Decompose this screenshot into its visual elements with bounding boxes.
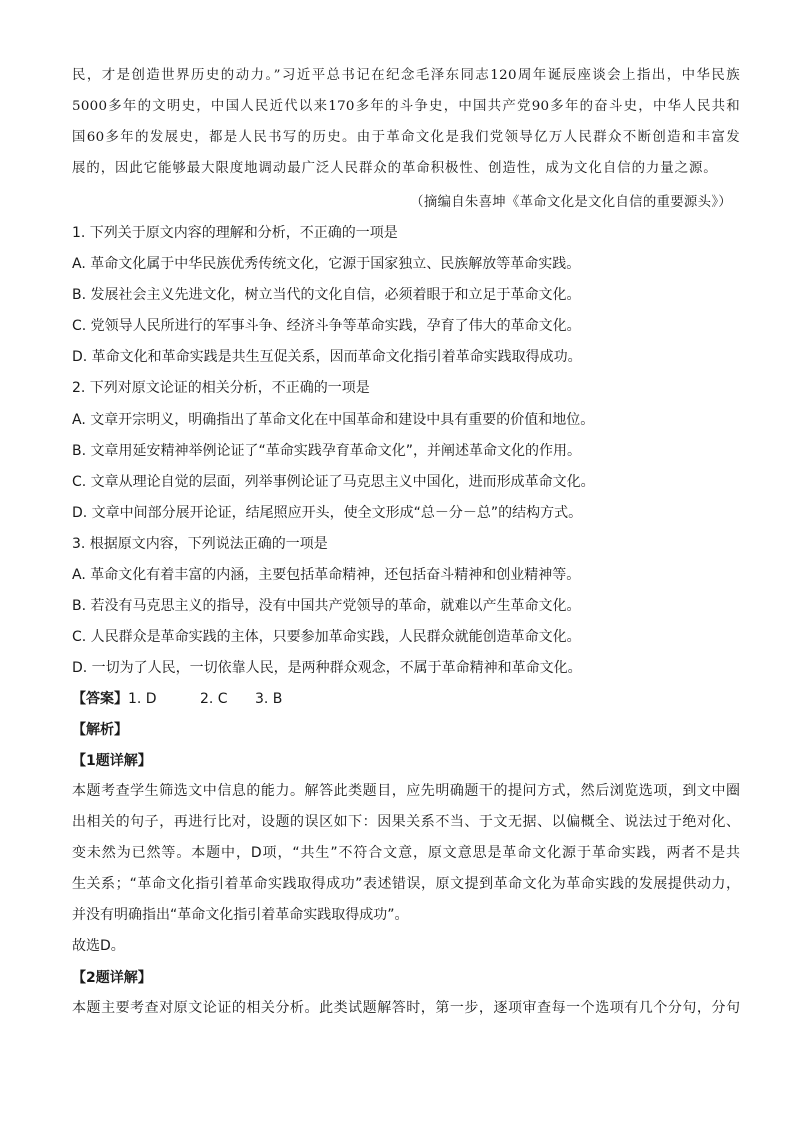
- intro-line: 国60多年的发展史，都是人民书写的历史。由于革命文化是我们党领导亿万人民群众不断创造和丰富发: [72, 130, 740, 145]
- detail-1-body: [72, 776, 740, 962]
- question-3-stem: 3. 根据原文内容，下列说法正确的一项是: [72, 536, 328, 552]
- intro-paragraph: [72, 65, 740, 180]
- detail-1-line: 本题考查学生筛选文中信息的能力。解答此类题目，应先明确题干的提问方式，然后浏览选项，到文中圈: [72, 783, 740, 799]
- detail-1-line: 出相关的句子，再进行比对，设题的误区如下：因果关系不当、于文无据、以偏概全、说法过于绝对化、: [72, 814, 740, 830]
- question-2-option-b: B. 文章用延安精神举例论证了“革命实践孕育革命文化”，并阐述革命文化的作用。: [72, 443, 582, 459]
- intro-line: 5000多年的文明史，中国人民近代以来170多年的斗争史，中国共产党90多年的奋斗史，中华人民共和: [72, 99, 740, 114]
- answer-value: 2. C: [200, 691, 228, 707]
- question-3-option-d: D. 一切为了人民，一切依靠人民，是两种群众观念，不属于革命精神和革命文化。: [72, 660, 582, 676]
- detail-2-label: 【2题详解】: [72, 970, 152, 986]
- question-2-option-a: A. 文章开宗明义，明确指出了革命文化在中国革命和建设中具有重要的价值和地位。: [72, 412, 595, 428]
- detail-1-line: 并没有明确指出“革命文化指引着革命实践取得成功”。: [72, 907, 409, 923]
- question-1-option-c: C. 党领导人民所进行的军事斗争、经济斗争等革命实践，孕育了伟大的革命文化。: [72, 318, 581, 334]
- answer-value: 3. B: [255, 691, 283, 707]
- source-note: （摘编自朱喜坤《革命文化是文化自信的重要源头》）: [410, 195, 732, 210]
- question-3-option-b: B. 若没有马克思主义的指导，没有中国共产党领导的革命，就难以产生革命文化。: [72, 598, 581, 614]
- question-3-option-c: C. 人民群众是革命实践的主体，只要参加革命实践，人民群众就能创造革命文化。: [72, 629, 581, 645]
- detail-2-line: 本题主要考查对原文论证的相关分析。此类试题解答时，第一步，逐项审查每一个选项有几个分句，分句: [72, 1000, 740, 1016]
- question-2-option-d: D. 文章中间部分展开论证，结尾照应开头，使全文形成“总－分－总”的结构方式。: [72, 505, 583, 521]
- intro-line: 展的，因此它能够最大限度地调动最广泛人民群众的革命积极性、创造性，成为文化自信的力量之源。: [72, 161, 717, 176]
- analysis-label: 【解析】: [72, 722, 128, 738]
- question-1-option-a: A. 革命文化属于中华民族优秀传统文化，它源于国家独立、民族解放等革命实践。: [72, 256, 581, 272]
- answer-label: 【答案】: [72, 691, 128, 707]
- question-1-stem: 1. 下列关于原文内容的理解和分析，不正确的一项是: [72, 225, 398, 241]
- answer-value: 1. D: [128, 691, 157, 707]
- question-2-stem: 2. 下列对原文论证的相关分析，不正确的一项是: [72, 380, 370, 396]
- detail-2-body: [72, 993, 740, 1024]
- question-2-option-c: C. 文章从理论自觉的层面，列举事例论证了马克思主义中国化，进而形成革命文化。: [72, 474, 595, 490]
- intro-line: 民，才是创造世界历史的动力。”习近平总书记在纪念毛泽东同志120周年诞辰座谈会上指出，中华民族: [72, 68, 740, 83]
- detail-1-conclusion: 故选D。: [72, 938, 125, 954]
- answer-row: [72, 689, 282, 709]
- question-3-option-a: A. 革命文化有着丰富的内涵，主要包括革命精神，还包括奋斗精神和创业精神等。: [72, 567, 581, 583]
- detail-1-label: 【1题详解】: [72, 753, 152, 769]
- question-1-option-d: D. 革命文化和革命实践是共生互促关系，因而革命文化指引着革命实践取得成功。: [72, 349, 582, 365]
- detail-1-line: 生关系；“革命文化指引着革命实践取得成功”表述错误，原文提到革命文化为革命实践的发展提供动力，: [72, 876, 740, 892]
- question-1-option-b: B. 发展社会主义先进文化，树立当代的文化自信，必须着眼于和立足于革命文化。: [72, 287, 581, 303]
- detail-1-line: 变未然为已然等。本题中，D项，“共生”不符合文意，原文意思是革命文化源于革命实践，两者不是共: [72, 845, 740, 861]
